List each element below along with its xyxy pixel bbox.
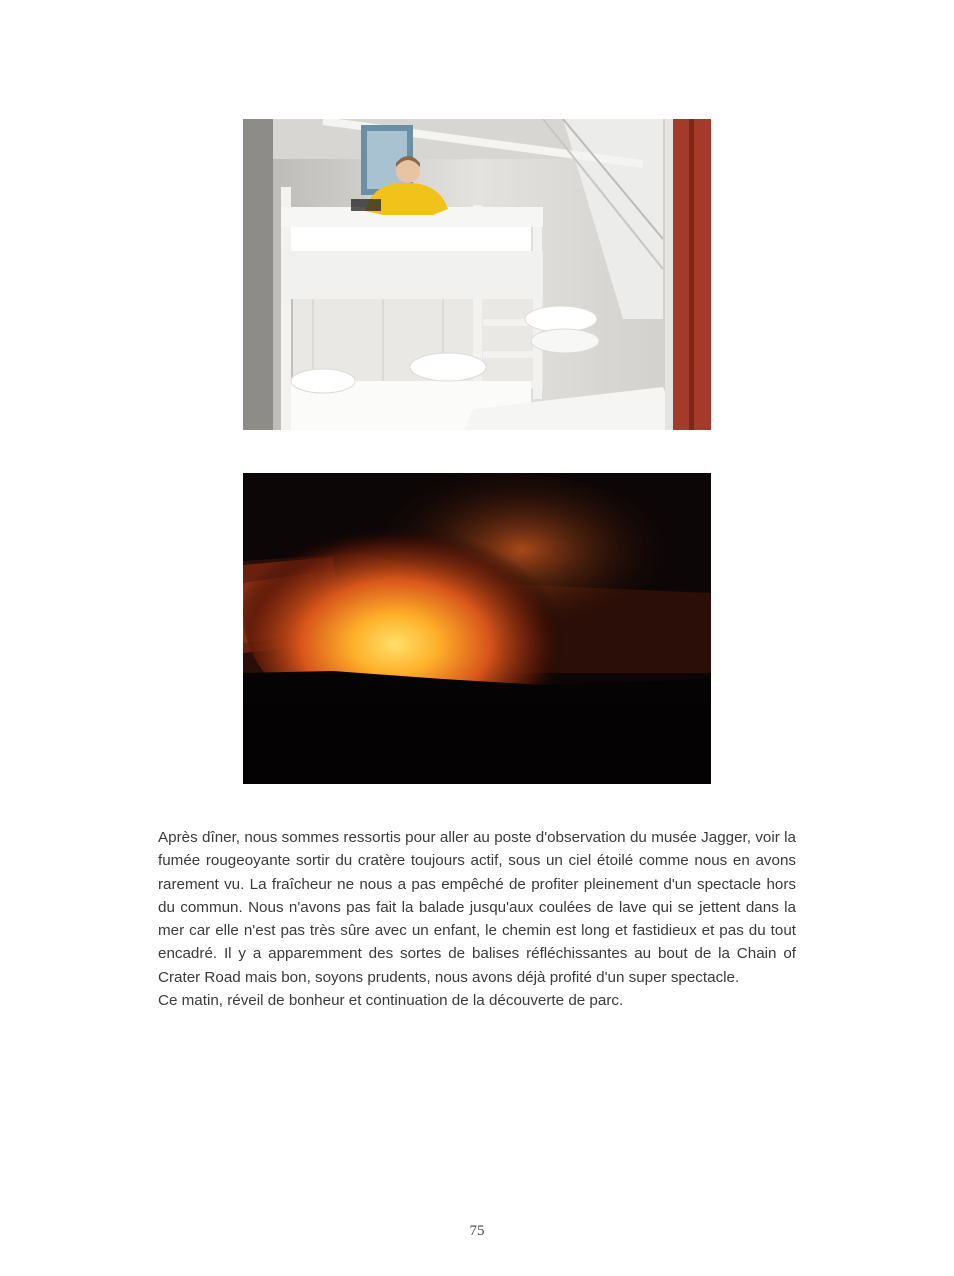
- paragraph-1: Après dîner, nous sommes ressortis pour aller au poste d'observation du musée Jagger, voir la fumée rougeoyante sortir du cratère toujours actif, sous un ciel étoilé comme nous en avons rarement vu. La fraîcheur ne nous a pas empêché de profiter pleinement d'un spectacle hors du commun. Nous n'avons pas fait la balade jusqu'aux coulées de lave qui se jettent dans la mer car elle n'est pas très sûre avec un enfant, le chemin est long et fastidieux et pas du tout encadré. Il y a apparemment des sortes de balises réfléchissantes au bout de la Chain of Crater Road mais bon, soyons prudents, nous avons déjà profité d'un super spectacle.: [158, 829, 796, 986]
- body-text: [158, 826, 796, 1012]
- paragraph-2: Ce matin, réveil de bonheur et continuation de la découverte de parc.: [158, 992, 624, 1010]
- page-number: 75: [469, 1223, 485, 1239]
- volcano-crater-photo: [243, 473, 711, 784]
- bunk-room-photo: [243, 119, 711, 430]
